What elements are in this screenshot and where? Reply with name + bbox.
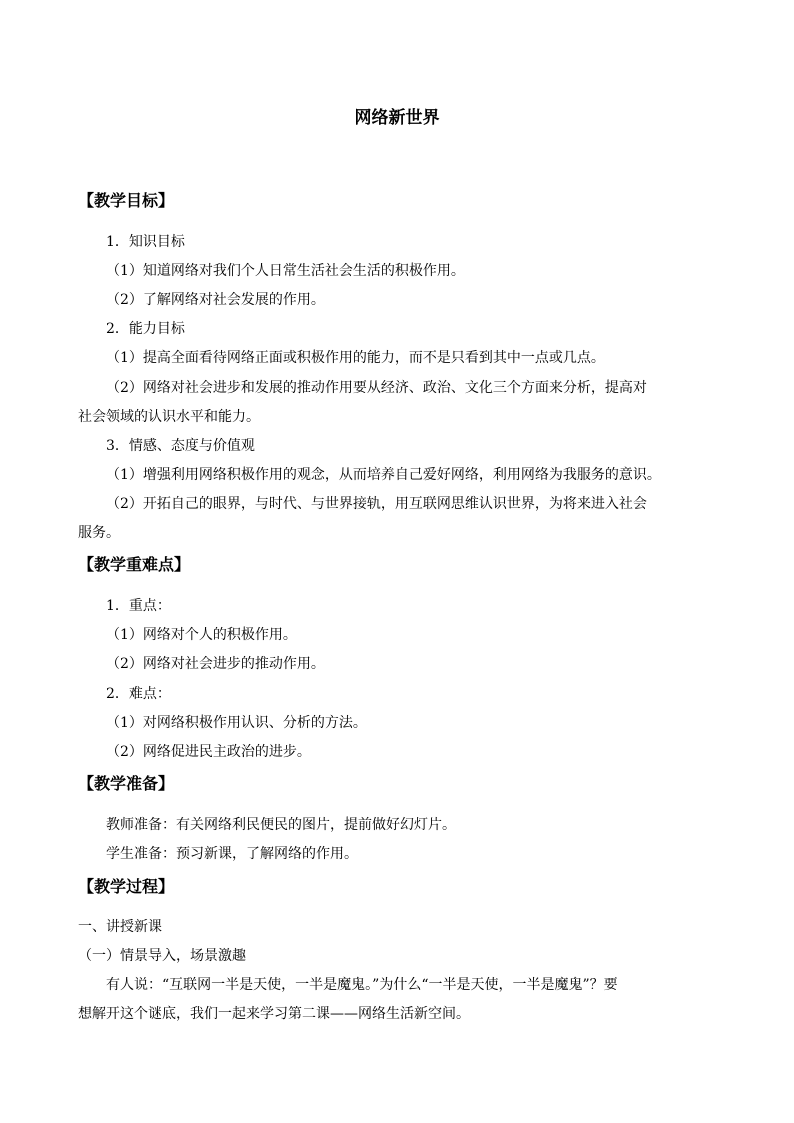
key-focus-title: 1．重点：	[106, 598, 171, 614]
preparation-student: 学生准备：预习新课，了解网络的作用。	[106, 846, 358, 862]
preparation-teacher: 教师准备：有关网络利民便民的图片，提前做好幻灯片。	[106, 817, 456, 833]
objective-knowledge-item: （2）了解网络对社会发展的作用。	[106, 292, 325, 308]
key-focus-item: （1）网络对个人的积极作用。	[106, 627, 297, 643]
key-difficulty-item: （1）对网络积极作用认识、分析的方法。	[106, 715, 367, 731]
process-paragraph: 有人说：“互联网一半是天使，一半是魔鬼。”为什么“一半是天使，一半是魔鬼”？要	[106, 977, 618, 993]
objective-ability-title: 2．能力目标	[106, 321, 185, 337]
objective-ability-item: （2）网络对社会进步和发展的推动作用要从经济、政治、文化三个方面来分析，提高对	[106, 380, 647, 396]
section-heading-preparation: 【教学准备】	[78, 774, 175, 793]
process-subsection-title: （一）情景导入，场景激趣	[78, 948, 246, 964]
key-focus-item: （2）网络对社会进步的推动作用。	[106, 656, 325, 672]
objective-ability-item-continuation: 社会领域的认识水平和能力。	[78, 409, 260, 425]
key-difficulty-title: 2．难点：	[106, 686, 171, 702]
section-heading-key-points: 【教学重难点】	[78, 555, 191, 574]
process-paragraph-continuation: 想解开这个谜底，我们一起来学习第二课——网络生活新空间。	[78, 1006, 470, 1022]
document-title: 网络新世界	[354, 108, 440, 128]
objective-knowledge-title: 1．知识目标	[106, 234, 185, 250]
objective-ability-item: （1）提高全面看待网络正面或积极作用的能力，而不是只看到其中一点或几点。	[106, 350, 605, 366]
section-heading-objectives: 【教学目标】	[78, 191, 175, 210]
objective-knowledge-item: （1）知道网络对我们个人日常生活社会生活的积极作用。	[106, 263, 465, 279]
objective-emotion-item: （1）增强利用网络积极作用的观念，从而培养自己爱好网络，利用网络为我服务的意识。	[106, 467, 661, 483]
objective-emotion-item: （2）开拓自己的眼界，与时代、与世界接轨，用互联网思维认识世界，为将来进入社会	[106, 496, 647, 512]
section-heading-process: 【教学过程】	[78, 877, 175, 896]
key-difficulty-item: （2）网络促进民主政治的进步。	[106, 744, 311, 760]
process-part-title: 一、讲授新课	[78, 919, 162, 935]
objective-emotion-title: 3．情感、态度与价值观	[106, 438, 255, 454]
objective-emotion-item-continuation: 服务。	[78, 525, 120, 541]
